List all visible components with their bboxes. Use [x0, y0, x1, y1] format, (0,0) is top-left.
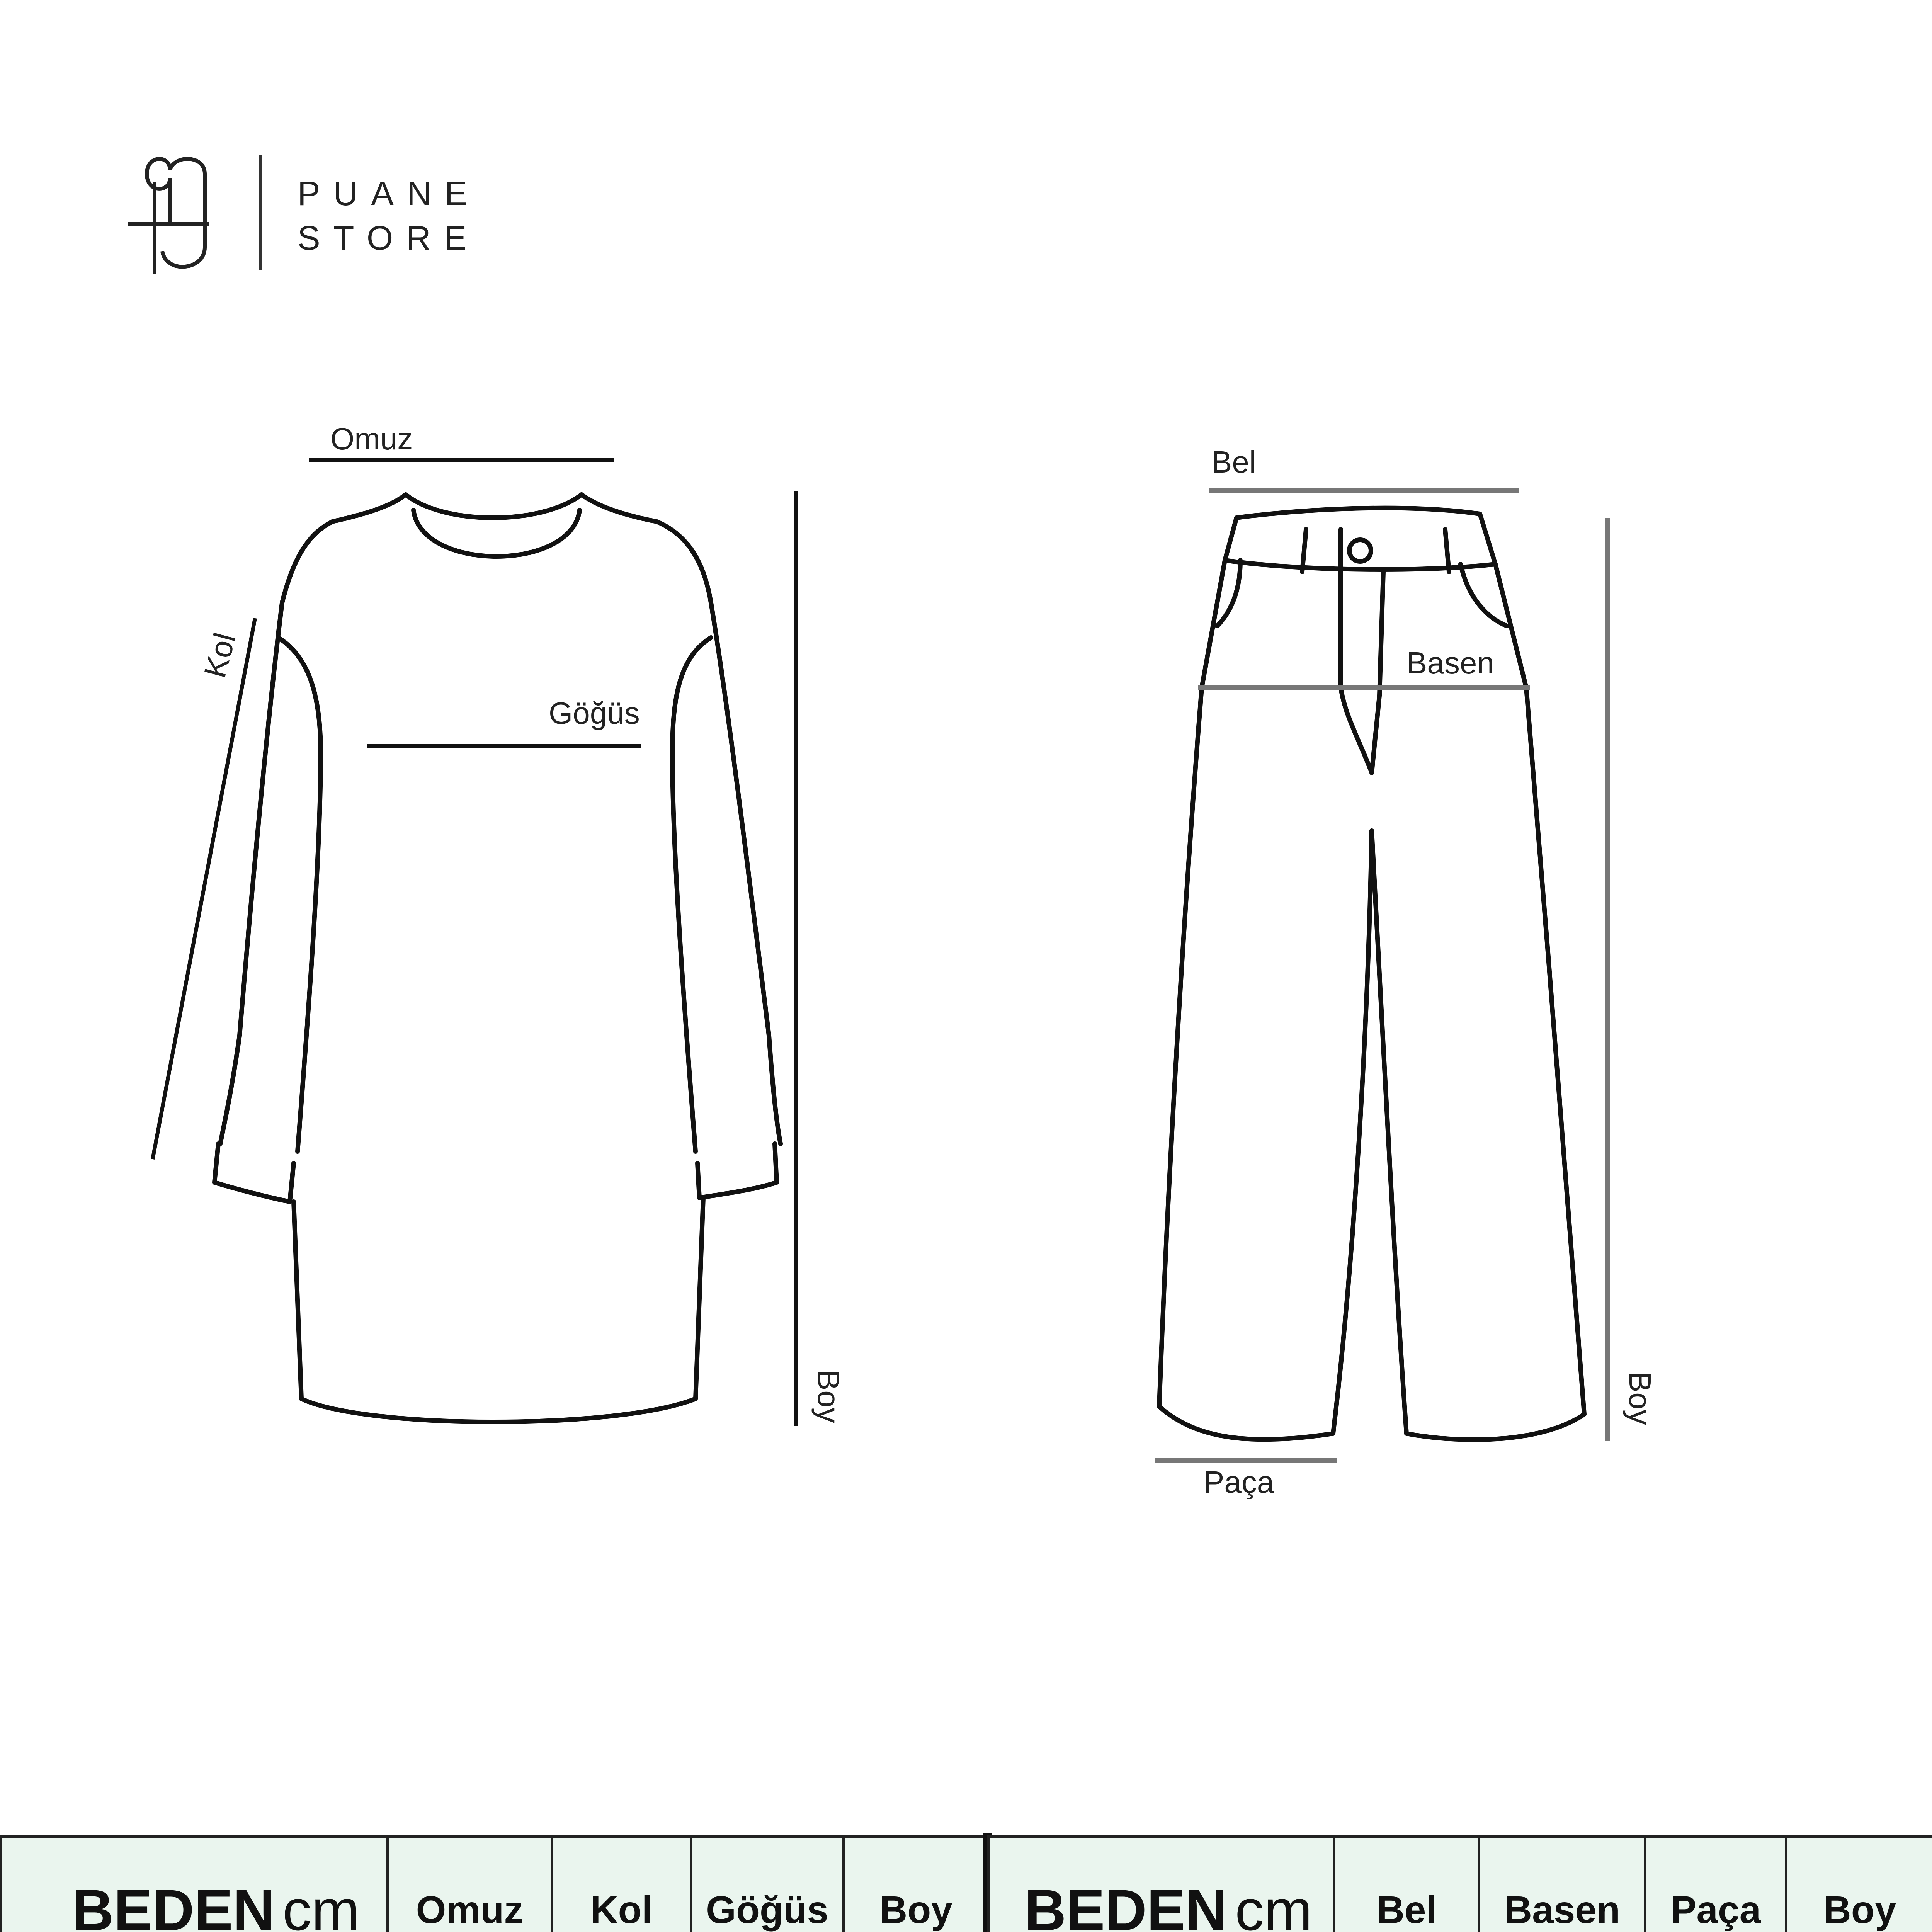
brand-name-line2: STORE: [298, 219, 480, 257]
label-omuz: Omuz: [330, 422, 413, 456]
trousers-outline: [1159, 508, 1584, 1440]
label-boy-bottom: Boy: [1623, 1372, 1657, 1425]
label-paca: Paça: [1204, 1465, 1274, 1499]
label-boy-top: Boy: [811, 1370, 846, 1423]
beden-label: BEDEN: [72, 1877, 275, 1932]
brand-name-line1: PUANE: [298, 174, 481, 213]
beden-label: BEDEN: [1024, 1877, 1228, 1932]
dress-outline: [214, 495, 781, 1422]
header-boy: Boy: [844, 1837, 988, 1932]
header-basen: Basen: [1479, 1837, 1645, 1932]
header-gogus: Göğüs: [691, 1837, 844, 1932]
header-omuz: Omuz: [388, 1837, 552, 1932]
label-kol: Kol: [197, 629, 242, 682]
table-header-row: [1, 1837, 988, 1932]
table-header-row: [988, 1837, 1932, 1932]
label-gogus: Göğüs: [549, 696, 640, 730]
beden-header: [1, 1837, 388, 1932]
unit-label: cm: [282, 1877, 360, 1932]
header-paca: Paça: [1645, 1837, 1786, 1932]
label-basen: Basen: [1406, 646, 1494, 680]
beden-header: [988, 1837, 1334, 1932]
header-boy: Boy: [1786, 1837, 1932, 1932]
unit-label: cm: [1235, 1877, 1313, 1932]
size-table-top: [0, 1835, 990, 1932]
header-kol: Kol: [552, 1837, 691, 1932]
header-bel: Bel: [1334, 1837, 1479, 1932]
size-table-bottom: [987, 1835, 1932, 1932]
label-bel: Bel: [1211, 445, 1256, 479]
